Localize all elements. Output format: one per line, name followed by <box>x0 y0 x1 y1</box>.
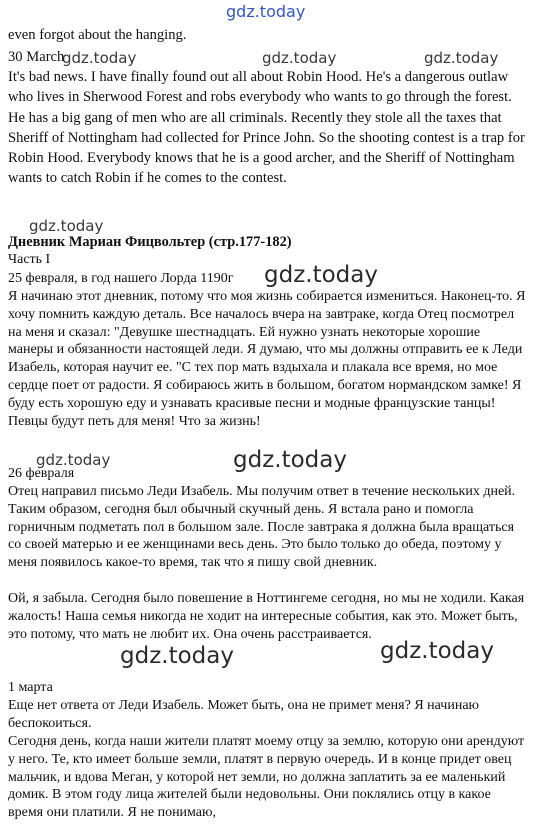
watermark: gdz.today <box>62 49 137 67</box>
english-paragraph: It's bad news. I have finally found out all about Robin Hood. He's a dangerous outlaw who lives in Sherwood Forest and robs everybody who wants to go through the forest. He has a big gang of men who are all criminals. Recently they stole all the taxes that Sheriff of Nottingham had collected for Prince John. So the shooting contest is a trap for Robin Hood. Everybody knows that he is a good archer, and the Sheriff of Nottingham wants to catch Robin if he comes to the contest. <box>8 69 525 187</box>
entry-text: Ой, я забыла. Сегодня было повешение в Ноттингеме сегодня, но мы не ходили. Какая жалость! Наша семья никогда не ходит на интересные события, как это. Может быть, это потому, что мать не любит их. Она очень расстраивается. <box>8 591 525 642</box>
watermark: gdz.today <box>29 217 104 235</box>
entry-date: 25 февраля, в год нашего Лорда 1190г <box>8 271 234 286</box>
watermark: gdz.today <box>36 451 111 469</box>
english-previous-line: even forgot about the hanging. <box>8 27 187 43</box>
entry-date: 26 февраля <box>8 466 75 481</box>
watermark: gdz.today <box>262 49 337 67</box>
watermark: gdz.today <box>120 643 234 669</box>
english-entry-date: 30 March <box>8 49 65 65</box>
watermark: gdz.today <box>233 447 347 473</box>
entry-text: Я начинаю этот дневник, потому что моя жизнь собирается измениться. Наконец-то. Я хочу помнить каждую деталь. Все началось вчера на завтраке, когда Отец посмотрел на меня и сказал: "Девушке шестнадцать. Ей нужно узнать некоторые хорошие манеры и обязанности настоящей леди. Я думаю, что мы должны отправить ее к Леди Изабель, которая научит ее. "С тех пор мать вздыхала и плакала все время, но мое сердце поет от радости. Я собираюсь жить в большом, богатом нормандском замке! Я буду есть хорошую еду и узнавать красивые песни и модные французские танцы! Певцы будут петь для меня! Что за жизнь! <box>8 289 526 429</box>
watermark-top: gdz.today <box>226 2 306 21</box>
watermark: gdz.today <box>424 49 499 67</box>
entry-date: 1 марта <box>8 680 53 695</box>
entry-text: Сегодня день, когда наши жители платят моему отцу за землю, которую они арендуют у него. Те, кто имеет больше земли, платят в первую очередь. И в конце придет овец мальчик, и вдова Меган, у которой нет земли, но должна заплатить за ее маленький домик. В этом году лица жителей были недовольны. Они поклялись отцу в какое время они платили. Я не понимаю, <box>8 734 525 821</box>
watermark: gdz.today <box>380 638 494 664</box>
diary-part: Часть I <box>8 252 51 267</box>
diary-title: Дневник Мариан Фицвольтер (стр.177-182) <box>8 234 292 250</box>
entry-text: Еще нет ответа от Леди Изабель. Может быть, она не примет меня? Я начинаю беспокоиться. <box>8 698 479 731</box>
entry-text: Отец направил письмо Леди Изабель. Мы получим ответ в течение нескольких дней. Таким образом, сегодня был обычный скучный день. Я встала рано и помогла горничным подметать пол в большом зале. После завтрака я должна была вращаться со своей матерью и ее женщинами весь день. Это было только до обеда, поэтому у меня появилось какое-то время, так что я пишу свой дневник. <box>8 484 516 571</box>
watermark: gdz.today <box>264 262 378 288</box>
